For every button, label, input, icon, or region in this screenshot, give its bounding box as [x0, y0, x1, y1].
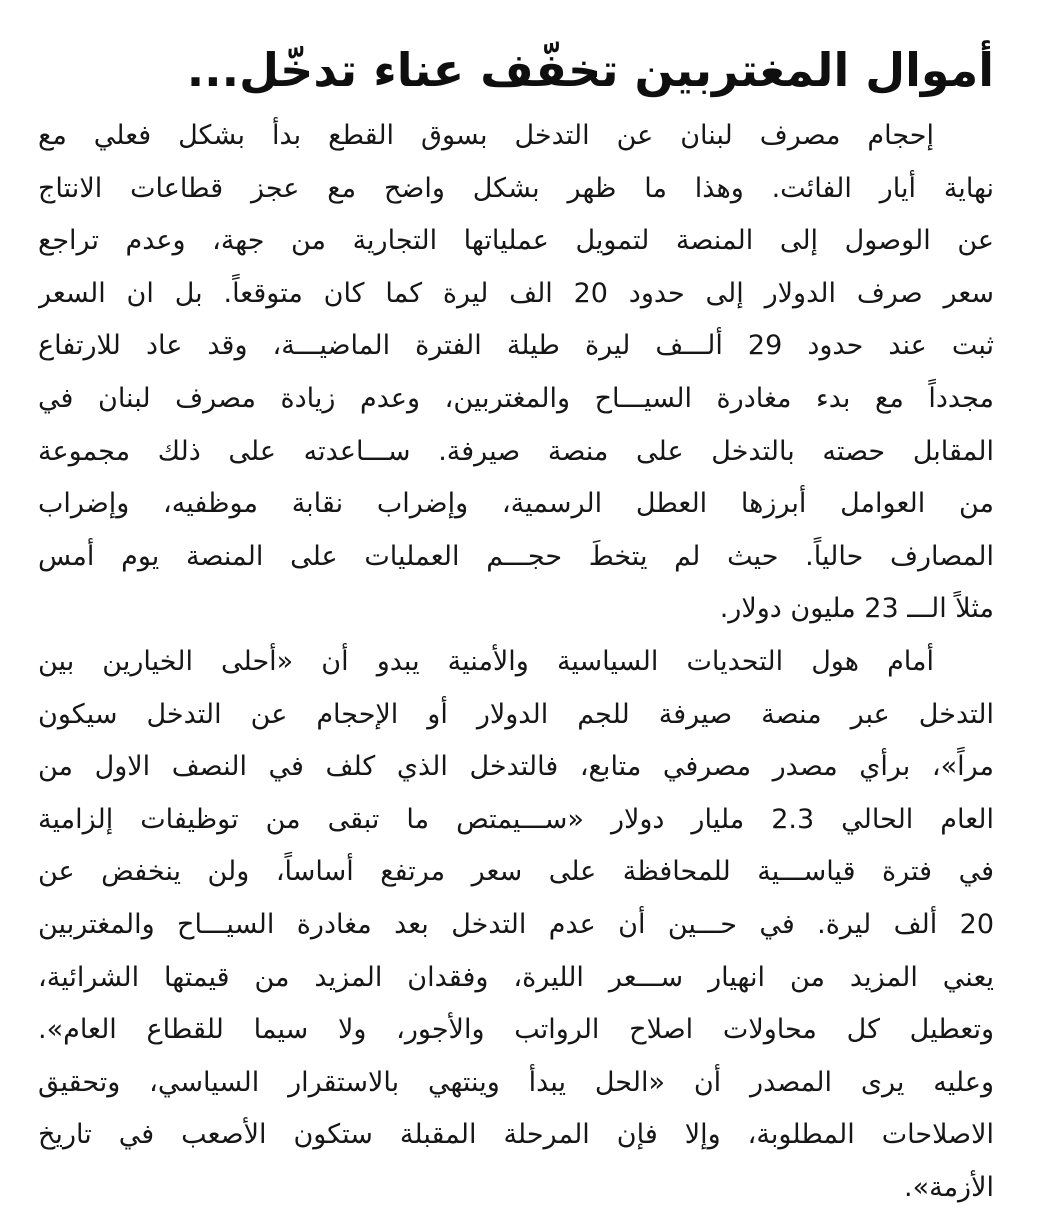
- paragraph-line: إحجام مصرف لبنان عن التدخل بسوق القطع بدأ بشكل فعلي مع: [38, 120, 934, 151]
- paragraph-line: من العوامل أبرزها العطل الرسمية، وإضراب نقابة موظفيه، وإضراب: [38, 488, 994, 520]
- paragraph-line: نهاية أيار الفائت. وهذا ما ظهر بشكل واضح مع عجز قطاعات الانتاج: [38, 172, 994, 204]
- paragraph-line: العام الحالي 2.3 مليار دولار «ســـيمتص ما تبقى من توظيفات إلزامية: [38, 803, 994, 835]
- article-headline: أموال المغتربين تخفّف عناء تدخّل...: [186, 43, 994, 97]
- paragraph-line: وعليه يرى المصدر أن «الحل يبدأ وينتهي بالاستقرار السياسي، وتحقيق: [38, 1066, 994, 1098]
- article-paragraph-2: [38, 636, 994, 1214]
- paragraph-line: 20 ألف ليرة. في حـــين أن عدم التدخل بعد مغادرة السيـــاح والمغتربين: [38, 908, 994, 940]
- paragraph-line: وتعطيل كل محاولات اصلاح الرواتب والأجور، ولا سيما للقطاع العام».: [38, 1014, 994, 1046]
- paragraph-line: في فترة قياســـية للمحافظة على سعر مرتفع أساساً، ولن ينخفض عن: [38, 856, 994, 888]
- paragraph-line: مثلاً الـــ 23 مليون دولار.: [719, 593, 994, 625]
- paragraph-line: أمام هول التحديات السياسية والأمنية يبدو أن «أحلى الخيارين بين: [38, 645, 934, 677]
- paragraph-line: التدخل عبر منصة صيرفة للجم الدولار أو الإحجام عن التدخل سيكون: [38, 698, 994, 730]
- paragraph-line: الاصلاحات المطلوبة، وإلا فإن المرحلة المقبلة ستكون الأصعب في تاريخ: [38, 1119, 994, 1151]
- paragraph-line: مراً»، برأي مصدر مصرفي متابع، فالتدخل الذي كلف في النصف الاول من: [38, 751, 994, 783]
- paragraph-line: ثبت عند حدود 29 ألـــف ليرة طيلة الفترة الماضيـــة، وقد عاد للارتفاع: [38, 330, 994, 362]
- paragraph-line: الأزمة».: [904, 1171, 994, 1203]
- paragraph-line: المقابل حصته بالتدخل على منصة صيرفة. ســـاعدته على ذلك مجموعة: [38, 435, 994, 467]
- paragraph-line: يعني المزيد من انهيار ســـعر الليرة، وفقدان المزيد من قيمتها الشرائية،: [38, 961, 994, 993]
- paragraph-line: مجدداً مع بدء مغادرة السيـــاح والمغتربين، وعدم زيادة مصرف لبنان في: [38, 382, 994, 414]
- paragraph-line: المصارف حالياً. حيث لم يتخطَ حجـــم العمليات على المنصة يوم أمس: [38, 540, 994, 572]
- paragraph-line: عن الوصول إلى المنصة لتمويل عملياتها التجارية من جهة، وعدم تراجع: [38, 225, 994, 257]
- article-paragraph-1: [38, 110, 994, 636]
- paragraph-line: سعر صرف الدولار إلى حدود 20 الف ليرة كما كان متوقعاً. بل ان السعر: [38, 277, 994, 309]
